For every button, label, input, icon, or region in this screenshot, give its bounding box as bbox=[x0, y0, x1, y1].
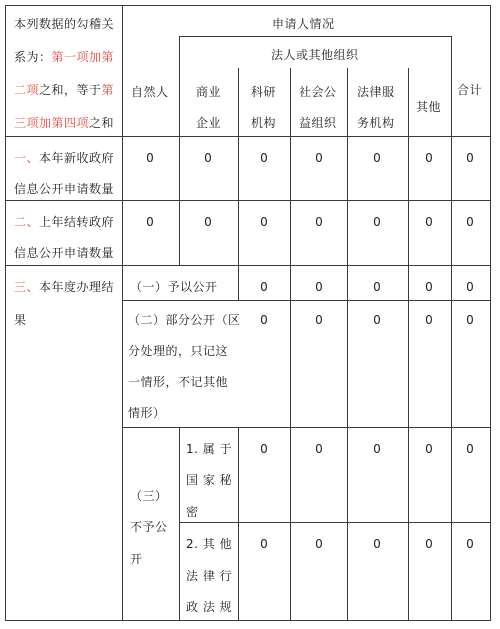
note-segment: 系为： bbox=[14, 50, 52, 64]
sub3-label-2: 不予公 bbox=[130, 520, 168, 534]
row1-label-text: 本年新收政府 bbox=[39, 151, 115, 165]
sub1-research: 0 bbox=[315, 280, 323, 294]
sub3-item1-line-1: 1. 属 于 bbox=[186, 442, 233, 456]
row3-label-text: 本年度办理结 bbox=[39, 280, 115, 294]
sub3-item1-line-2: 国 家 秘 bbox=[186, 473, 233, 487]
sub1-commercial: 0 bbox=[260, 280, 268, 294]
sub1-other: 0 bbox=[466, 280, 474, 294]
grid-line bbox=[408, 68, 409, 621]
row2-number: 二、 bbox=[14, 215, 40, 229]
note-segment: 三项加第四项 bbox=[14, 116, 90, 130]
header-legal-person-group: 法人或其他组织 bbox=[271, 48, 359, 62]
sub1-legal: 0 bbox=[425, 280, 433, 294]
note-segment: 第 bbox=[101, 83, 115, 97]
row2-natural-person: 0 bbox=[146, 215, 154, 229]
sub2-research: 0 bbox=[315, 313, 323, 327]
sub1-label: （一）予以公开 bbox=[130, 280, 218, 294]
grid-line bbox=[5, 200, 491, 201]
note-line-3 bbox=[14, 84, 114, 96]
row3-label bbox=[14, 281, 114, 293]
table-border-bottom bbox=[5, 620, 491, 621]
header-commercial: 商业 bbox=[196, 85, 222, 99]
note-line-2 bbox=[14, 51, 114, 63]
row2-commercial: 0 bbox=[204, 215, 212, 229]
grid-line bbox=[347, 68, 348, 621]
sub2-other: 0 bbox=[466, 313, 474, 327]
grid-line bbox=[179, 36, 451, 37]
row2-label-2: 信息公开申请数量 bbox=[14, 246, 115, 260]
grid-line bbox=[238, 68, 239, 300]
sub2-social: 0 bbox=[373, 313, 381, 327]
table-border-right bbox=[490, 5, 491, 621]
note-line-1 bbox=[14, 18, 114, 30]
note-segment: 之和 bbox=[89, 116, 115, 130]
grid-line bbox=[451, 36, 452, 621]
note-segment: 之和，等于 bbox=[39, 83, 102, 97]
header-legal-2: 务机构 bbox=[357, 116, 395, 130]
sub3-item1-legal: 0 bbox=[373, 442, 381, 456]
row1-number: 一、 bbox=[14, 151, 40, 165]
row2-label bbox=[14, 216, 114, 228]
grid-line bbox=[179, 36, 180, 265]
note-segment: 二项 bbox=[14, 83, 40, 97]
sub3-item2-line-2: 法 律 行 bbox=[186, 569, 233, 583]
sub2-label-line-3: 一情形，不记其他 bbox=[128, 375, 229, 389]
sub2-commercial: 0 bbox=[260, 313, 268, 327]
row2-social: 0 bbox=[315, 215, 323, 229]
sub3-item1-other: 0 bbox=[425, 442, 433, 456]
sub3-item1-social: 0 bbox=[315, 442, 323, 456]
header-social-2: 益组织 bbox=[299, 116, 337, 130]
row1-total: 0 bbox=[466, 151, 474, 165]
grid-line bbox=[122, 300, 491, 301]
table-border-top bbox=[5, 5, 491, 6]
row2-legal: 0 bbox=[373, 215, 381, 229]
grid-line bbox=[122, 5, 123, 621]
sub3-item2-total: 0 bbox=[466, 537, 474, 551]
row2-total: 0 bbox=[466, 215, 474, 229]
grid-line bbox=[179, 522, 491, 523]
row2-other: 0 bbox=[425, 215, 433, 229]
sub3-item2-legal: 0 bbox=[373, 537, 381, 551]
note-segment: 第一项加第 bbox=[51, 50, 115, 64]
grid-line bbox=[122, 427, 491, 428]
sub2-label-line-4: 情形） bbox=[128, 406, 166, 420]
table-border-left bbox=[5, 5, 6, 621]
sub2-label-line-2: 分处理的，只记这 bbox=[128, 344, 229, 358]
sub3-item1-research: 0 bbox=[260, 442, 268, 456]
row1-natural-person: 0 bbox=[146, 151, 154, 165]
sub3-item1-line-3: 密 bbox=[186, 505, 199, 519]
row1-commercial: 0 bbox=[204, 151, 212, 165]
header-other: 其他 bbox=[416, 100, 442, 114]
row1-other: 0 bbox=[425, 151, 433, 165]
sub3-item2-other: 0 bbox=[425, 537, 433, 551]
row1-social: 0 bbox=[315, 151, 323, 165]
row2-research: 0 bbox=[260, 215, 268, 229]
row1-legal: 0 bbox=[373, 151, 381, 165]
header-research: 科研 bbox=[251, 85, 277, 99]
sub3-item1-total: 0 bbox=[466, 442, 474, 456]
grid-line bbox=[290, 68, 291, 621]
grid-line bbox=[5, 265, 491, 266]
row2-label-text: 上年结转政府 bbox=[39, 215, 115, 229]
grid-line bbox=[238, 427, 239, 621]
note-segment: 本列数据的勾稽关 bbox=[14, 17, 115, 31]
header-social: 社会公 bbox=[299, 85, 337, 99]
header-commercial-2: 企业 bbox=[196, 116, 222, 130]
sub2-label-line-1: （二）部分公开（区 bbox=[128, 313, 241, 327]
grid-line bbox=[5, 136, 491, 137]
header-natural-person: 自然人 bbox=[131, 85, 169, 99]
header-total: 合计 bbox=[457, 83, 483, 97]
sub2-legal: 0 bbox=[425, 313, 433, 327]
header-research-2: 机构 bbox=[251, 116, 277, 130]
sub3-item2-research: 0 bbox=[260, 537, 268, 551]
row1-research: 0 bbox=[260, 151, 268, 165]
sub1-social: 0 bbox=[373, 280, 381, 294]
row3-label-2: 果 bbox=[14, 313, 27, 327]
header-legal: 法律服 bbox=[357, 85, 395, 99]
sub3-item2-social: 0 bbox=[315, 537, 323, 551]
header-applicant: 申请人情况 bbox=[272, 17, 335, 31]
row1-label bbox=[14, 152, 114, 164]
sub3-item2-line-3: 政 法 规 bbox=[186, 600, 233, 614]
note-line-4 bbox=[14, 117, 114, 129]
row3-number: 三、 bbox=[14, 280, 40, 294]
sub3-label-3: 开 bbox=[130, 552, 143, 566]
sub3-item2-line-1: 2. 其 他 bbox=[186, 537, 233, 551]
row1-label-2: 信息公开申请数量 bbox=[14, 182, 115, 196]
sub3-label: （三） bbox=[130, 489, 168, 503]
grid-line bbox=[179, 427, 180, 621]
